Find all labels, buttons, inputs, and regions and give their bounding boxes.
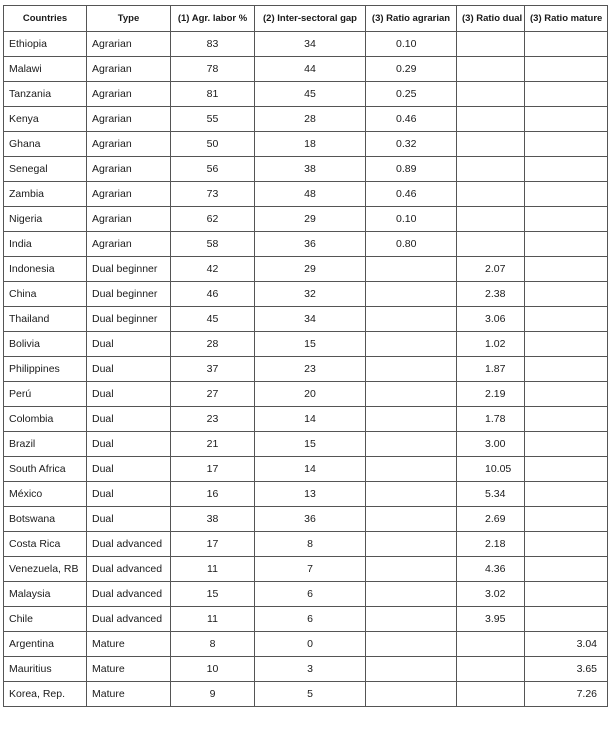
cell-ratio-agrarian [366,682,457,707]
table-row [4,32,608,57]
data-table-container [3,5,608,707]
countries-table [3,5,608,707]
cell-ratio-mature [525,482,608,507]
header-inter-sectoral-gap: (2) Inter-sectoral gap [255,6,366,32]
table-row [4,607,608,632]
cell-ratio-dual: 2.18 [457,532,525,557]
cell-ratio-dual [457,157,525,182]
cell-country: Tanzania [4,82,87,107]
cell-inter-sectoral-gap: 29 [255,207,366,232]
cell-country: Ghana [4,132,87,157]
cell-type: Agrarian [87,32,171,57]
cell-inter-sectoral-gap: 38 [255,157,366,182]
table-row [4,457,608,482]
cell-inter-sectoral-gap: 36 [255,507,366,532]
cell-agr-labor: 73 [171,182,255,207]
cell-ratio-dual [457,207,525,232]
cell-ratio-agrarian [366,657,457,682]
cell-inter-sectoral-gap: 14 [255,407,366,432]
cell-agr-labor: 45 [171,307,255,332]
cell-ratio-mature [525,157,608,182]
cell-ratio-dual: 10.05 [457,457,525,482]
cell-inter-sectoral-gap: 18 [255,132,366,157]
header-countries: Countries [4,6,87,32]
cell-ratio-dual [457,132,525,157]
cell-agr-labor: 37 [171,357,255,382]
cell-ratio-agrarian: 0.29 [366,57,457,82]
cell-type: Mature [87,682,171,707]
cell-ratio-dual [457,57,525,82]
cell-ratio-agrarian [366,257,457,282]
table-row [4,557,608,582]
cell-type: Dual advanced [87,582,171,607]
cell-country: Philippines [4,357,87,382]
cell-ratio-agrarian: 0.10 [366,32,457,57]
cell-ratio-agrarian [366,557,457,582]
cell-ratio-mature [525,532,608,557]
cell-inter-sectoral-gap: 3 [255,657,366,682]
cell-country: Mauritius [4,657,87,682]
cell-agr-labor: 56 [171,157,255,182]
cell-inter-sectoral-gap: 36 [255,232,366,257]
table-row [4,182,608,207]
table-row [4,582,608,607]
cell-agr-labor: 62 [171,207,255,232]
header-type: Type [87,6,171,32]
cell-country: Brazil [4,432,87,457]
cell-ratio-agrarian [366,607,457,632]
cell-type: Agrarian [87,57,171,82]
cell-type: Dual [87,507,171,532]
cell-country: Bolivia [4,332,87,357]
cell-inter-sectoral-gap: 0 [255,632,366,657]
cell-inter-sectoral-gap: 23 [255,357,366,382]
table-row [4,432,608,457]
cell-ratio-agrarian [366,357,457,382]
cell-type: Agrarian [87,207,171,232]
cell-country: Malawi [4,57,87,82]
cell-agr-labor: 23 [171,407,255,432]
cell-type: Agrarian [87,82,171,107]
cell-type: Agrarian [87,107,171,132]
cell-type: Dual advanced [87,557,171,582]
cell-agr-labor: 15 [171,582,255,607]
cell-ratio-dual: 2.07 [457,257,525,282]
table-row [4,207,608,232]
cell-ratio-agrarian: 0.10 [366,207,457,232]
table-row [4,657,608,682]
cell-ratio-dual: 2.19 [457,382,525,407]
cell-ratio-mature [525,282,608,307]
table-row [4,532,608,557]
cell-ratio-agrarian [366,432,457,457]
table-row [4,382,608,407]
cell-agr-labor: 81 [171,82,255,107]
cell-country: Argentina [4,632,87,657]
cell-country: Costa Rica [4,532,87,557]
table-row [4,257,608,282]
table-row [4,307,608,332]
cell-inter-sectoral-gap: 29 [255,257,366,282]
cell-type: Dual [87,357,171,382]
cell-ratio-dual: 3.00 [457,432,525,457]
table-row [4,682,608,707]
cell-inter-sectoral-gap: 5 [255,682,366,707]
table-row [4,357,608,382]
cell-ratio-dual: 3.95 [457,607,525,632]
cell-inter-sectoral-gap: 34 [255,32,366,57]
cell-ratio-dual: 2.38 [457,282,525,307]
cell-ratio-agrarian: 0.46 [366,107,457,132]
cell-inter-sectoral-gap: 15 [255,432,366,457]
cell-ratio-dual: 2.69 [457,507,525,532]
cell-ratio-dual: 3.02 [457,582,525,607]
cell-inter-sectoral-gap: 44 [255,57,366,82]
cell-type: Dual beginner [87,282,171,307]
cell-agr-labor: 8 [171,632,255,657]
cell-ratio-mature [525,432,608,457]
cell-ratio-mature [525,82,608,107]
table-row [4,632,608,657]
cell-inter-sectoral-gap: 8 [255,532,366,557]
cell-ratio-agrarian [366,632,457,657]
cell-inter-sectoral-gap: 13 [255,482,366,507]
cell-agr-labor: 78 [171,57,255,82]
cell-country: Senegal [4,157,87,182]
cell-ratio-agrarian [366,382,457,407]
cell-ratio-dual: 4.36 [457,557,525,582]
cell-country: Thailand [4,307,87,332]
cell-type: Dual beginner [87,307,171,332]
cell-type: Dual advanced [87,607,171,632]
table-header-row [4,6,608,32]
cell-agr-labor: 21 [171,432,255,457]
cell-ratio-mature [525,32,608,57]
cell-country: Chile [4,607,87,632]
cell-ratio-mature [525,332,608,357]
cell-ratio-mature [525,57,608,82]
cell-ratio-mature [525,457,608,482]
cell-country: India [4,232,87,257]
cell-inter-sectoral-gap: 20 [255,382,366,407]
cell-country: Kenya [4,107,87,132]
cell-ratio-dual [457,182,525,207]
cell-country: Malaysia [4,582,87,607]
cell-ratio-agrarian [366,332,457,357]
table-row [4,507,608,532]
cell-inter-sectoral-gap: 34 [255,307,366,332]
cell-ratio-mature [525,607,608,632]
cell-inter-sectoral-gap: 48 [255,182,366,207]
cell-type: Agrarian [87,157,171,182]
cell-ratio-mature [525,357,608,382]
cell-agr-labor: 46 [171,282,255,307]
cell-ratio-dual [457,32,525,57]
cell-agr-labor: 27 [171,382,255,407]
cell-ratio-dual [457,632,525,657]
cell-country: Ethiopia [4,32,87,57]
cell-agr-labor: 55 [171,107,255,132]
cell-country: Nigeria [4,207,87,232]
cell-agr-labor: 9 [171,682,255,707]
cell-ratio-mature [525,407,608,432]
cell-ratio-mature [525,182,608,207]
cell-ratio-mature: 3.04 [525,632,608,657]
header-ratio-dual: (3) Ratio dual [457,6,525,32]
table-row [4,482,608,507]
cell-inter-sectoral-gap: 15 [255,332,366,357]
cell-agr-labor: 28 [171,332,255,357]
table-row [4,407,608,432]
table-row [4,332,608,357]
cell-ratio-mature: 3.65 [525,657,608,682]
cell-inter-sectoral-gap: 28 [255,107,366,132]
cell-ratio-agrarian: 0.80 [366,232,457,257]
cell-ratio-mature [525,257,608,282]
cell-type: Dual [87,382,171,407]
cell-type: Dual [87,457,171,482]
cell-ratio-agrarian: 0.25 [366,82,457,107]
cell-ratio-agrarian [366,482,457,507]
cell-inter-sectoral-gap: 7 [255,557,366,582]
table-row [4,82,608,107]
table-row [4,57,608,82]
cell-ratio-agrarian [366,307,457,332]
cell-ratio-agrarian [366,407,457,432]
cell-ratio-agrarian: 0.89 [366,157,457,182]
cell-country: Botswana [4,507,87,532]
cell-type: Dual [87,332,171,357]
cell-agr-labor: 11 [171,557,255,582]
cell-type: Agrarian [87,182,171,207]
cell-type: Agrarian [87,232,171,257]
cell-ratio-dual: 1.87 [457,357,525,382]
cell-agr-labor: 58 [171,232,255,257]
header-ratio-agrarian: (3) Ratio agrarian [366,6,457,32]
cell-ratio-mature [525,207,608,232]
cell-ratio-mature [525,557,608,582]
cell-agr-labor: 11 [171,607,255,632]
cell-ratio-agrarian [366,532,457,557]
cell-inter-sectoral-gap: 6 [255,607,366,632]
cell-type: Mature [87,632,171,657]
cell-country: Venezuela, RB [4,557,87,582]
cell-ratio-dual [457,82,525,107]
cell-ratio-dual: 1.02 [457,332,525,357]
cell-type: Dual [87,482,171,507]
cell-type: Dual beginner [87,257,171,282]
cell-ratio-agrarian: 0.32 [366,132,457,157]
cell-ratio-mature [525,232,608,257]
cell-agr-labor: 42 [171,257,255,282]
table-row [4,282,608,307]
cell-ratio-mature [525,107,608,132]
cell-ratio-dual [457,107,525,132]
cell-country: South Africa [4,457,87,482]
table-row [4,157,608,182]
cell-agr-labor: 10 [171,657,255,682]
cell-ratio-agrarian [366,507,457,532]
header-ratio-mature: (3) Ratio mature [525,6,608,32]
header-agr-labor: (1) Agr. labor % [171,6,255,32]
cell-country: Colombia [4,407,87,432]
cell-ratio-dual: 3.06 [457,307,525,332]
cell-ratio-dual [457,232,525,257]
cell-ratio-mature [525,507,608,532]
cell-country: China [4,282,87,307]
cell-ratio-dual: 1.78 [457,407,525,432]
cell-type: Agrarian [87,132,171,157]
table-row [4,107,608,132]
cell-inter-sectoral-gap: 6 [255,582,366,607]
cell-ratio-mature [525,132,608,157]
cell-agr-labor: 38 [171,507,255,532]
table-body [4,32,608,707]
cell-country: Zambia [4,182,87,207]
cell-inter-sectoral-gap: 14 [255,457,366,482]
cell-inter-sectoral-gap: 32 [255,282,366,307]
table-row [4,132,608,157]
cell-agr-labor: 17 [171,457,255,482]
cell-country: Korea, Rep. [4,682,87,707]
cell-ratio-agrarian [366,282,457,307]
cell-agr-labor: 83 [171,32,255,57]
cell-type: Dual advanced [87,532,171,557]
cell-country: Perú [4,382,87,407]
cell-ratio-mature [525,382,608,407]
cell-country: México [4,482,87,507]
cell-ratio-mature [525,582,608,607]
cell-country: Indonesia [4,257,87,282]
cell-ratio-dual [457,682,525,707]
table-row [4,232,608,257]
cell-ratio-agrarian: 0.46 [366,182,457,207]
cell-inter-sectoral-gap: 45 [255,82,366,107]
cell-type: Dual [87,407,171,432]
cell-ratio-dual: 5.34 [457,482,525,507]
cell-ratio-dual [457,657,525,682]
cell-ratio-agrarian [366,457,457,482]
cell-ratio-mature [525,307,608,332]
cell-type: Mature [87,657,171,682]
cell-agr-labor: 50 [171,132,255,157]
cell-ratio-mature: 7.26 [525,682,608,707]
cell-agr-labor: 17 [171,532,255,557]
cell-ratio-agrarian [366,582,457,607]
cell-type: Dual [87,432,171,457]
cell-agr-labor: 16 [171,482,255,507]
